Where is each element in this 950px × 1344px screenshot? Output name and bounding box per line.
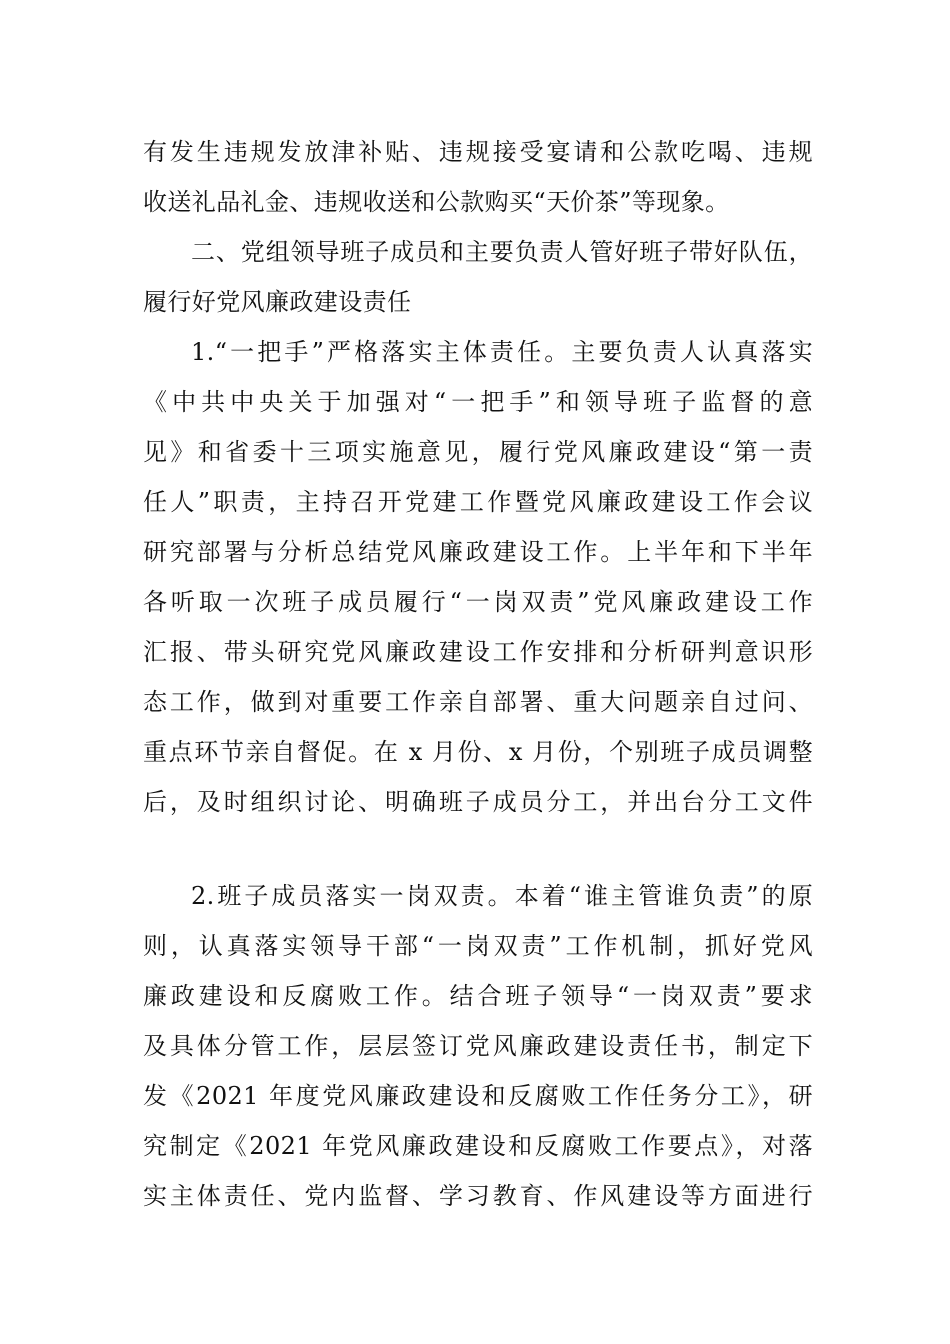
section-heading-line: 履行好党风廉政建设责任 (143, 288, 412, 316)
section-heading-line: 二、党组领导班子成员和主要负责人管好班子带好队伍， (191, 238, 813, 266)
paragraph-line: 重点环节亲自督促。在 x 月份、x 月份，个别班子成员调整 (143, 738, 813, 766)
paragraph-line: 发《2021 年度党风廉政建设和反腐败工作任务分工》，研 (143, 1082, 813, 1110)
paragraph-line: 研究部署与分析总结党风廉政建设工作。上半年和下半年 (143, 538, 813, 566)
paragraph-line: 有发生违规发放津补贴、违规接受宴请和公款吃喝、违规 (143, 138, 813, 166)
paragraph-line: 各听取一次班子成员履行“一岗双责”党风廉政建设工作 (143, 588, 813, 616)
paragraph-line: 收送礼品礼金、违规收送和公款购买“天价茶”等现象。 (143, 188, 730, 216)
paragraph-line: 后，及时组织讨论、明确班子成员分工，并出台分工文件 (143, 788, 813, 816)
paragraph-line: 2.班子成员落实一岗双责。本着“谁主管谁负责”的原 (191, 882, 813, 910)
paragraph-line: 汇报、带头研究党风廉政建设工作安排和分析研判意识形 (143, 638, 813, 666)
paragraph-line: 实主体责任、党内监督、学习教育、作风建设等方面进行 (143, 1182, 813, 1210)
paragraph-line: 及具体分管工作，层层签订党风廉政建设责任书，制定下 (143, 1032, 813, 1060)
paragraph-line: 《中共中央关于加强对“一把手”和领导班子监督的意 (143, 388, 813, 416)
paragraph-line: 廉政建设和反腐败工作。结合班子领导“一岗双责”要求 (143, 982, 813, 1010)
paragraph-line: 态工作，做到对重要工作亲自部署、重大问题亲自过问、 (143, 688, 813, 716)
paragraph-line: 任人”职责，主持召开党建工作暨党风廉政建设工作会议 (143, 488, 813, 516)
paragraph-line: 则，认真落实领导干部“一岗双责”工作机制，抓好党风 (143, 932, 813, 960)
paragraph-line: 1.“一把手”严格落实主体责任。主要负责人认真落实 (191, 338, 813, 366)
paragraph-line: 见》和省委十三项实施意见，履行党风廉政建设“第一责 (143, 438, 813, 466)
paragraph-line: 究制定《2021 年党风廉政建设和反腐败工作要点》，对落 (143, 1132, 813, 1160)
